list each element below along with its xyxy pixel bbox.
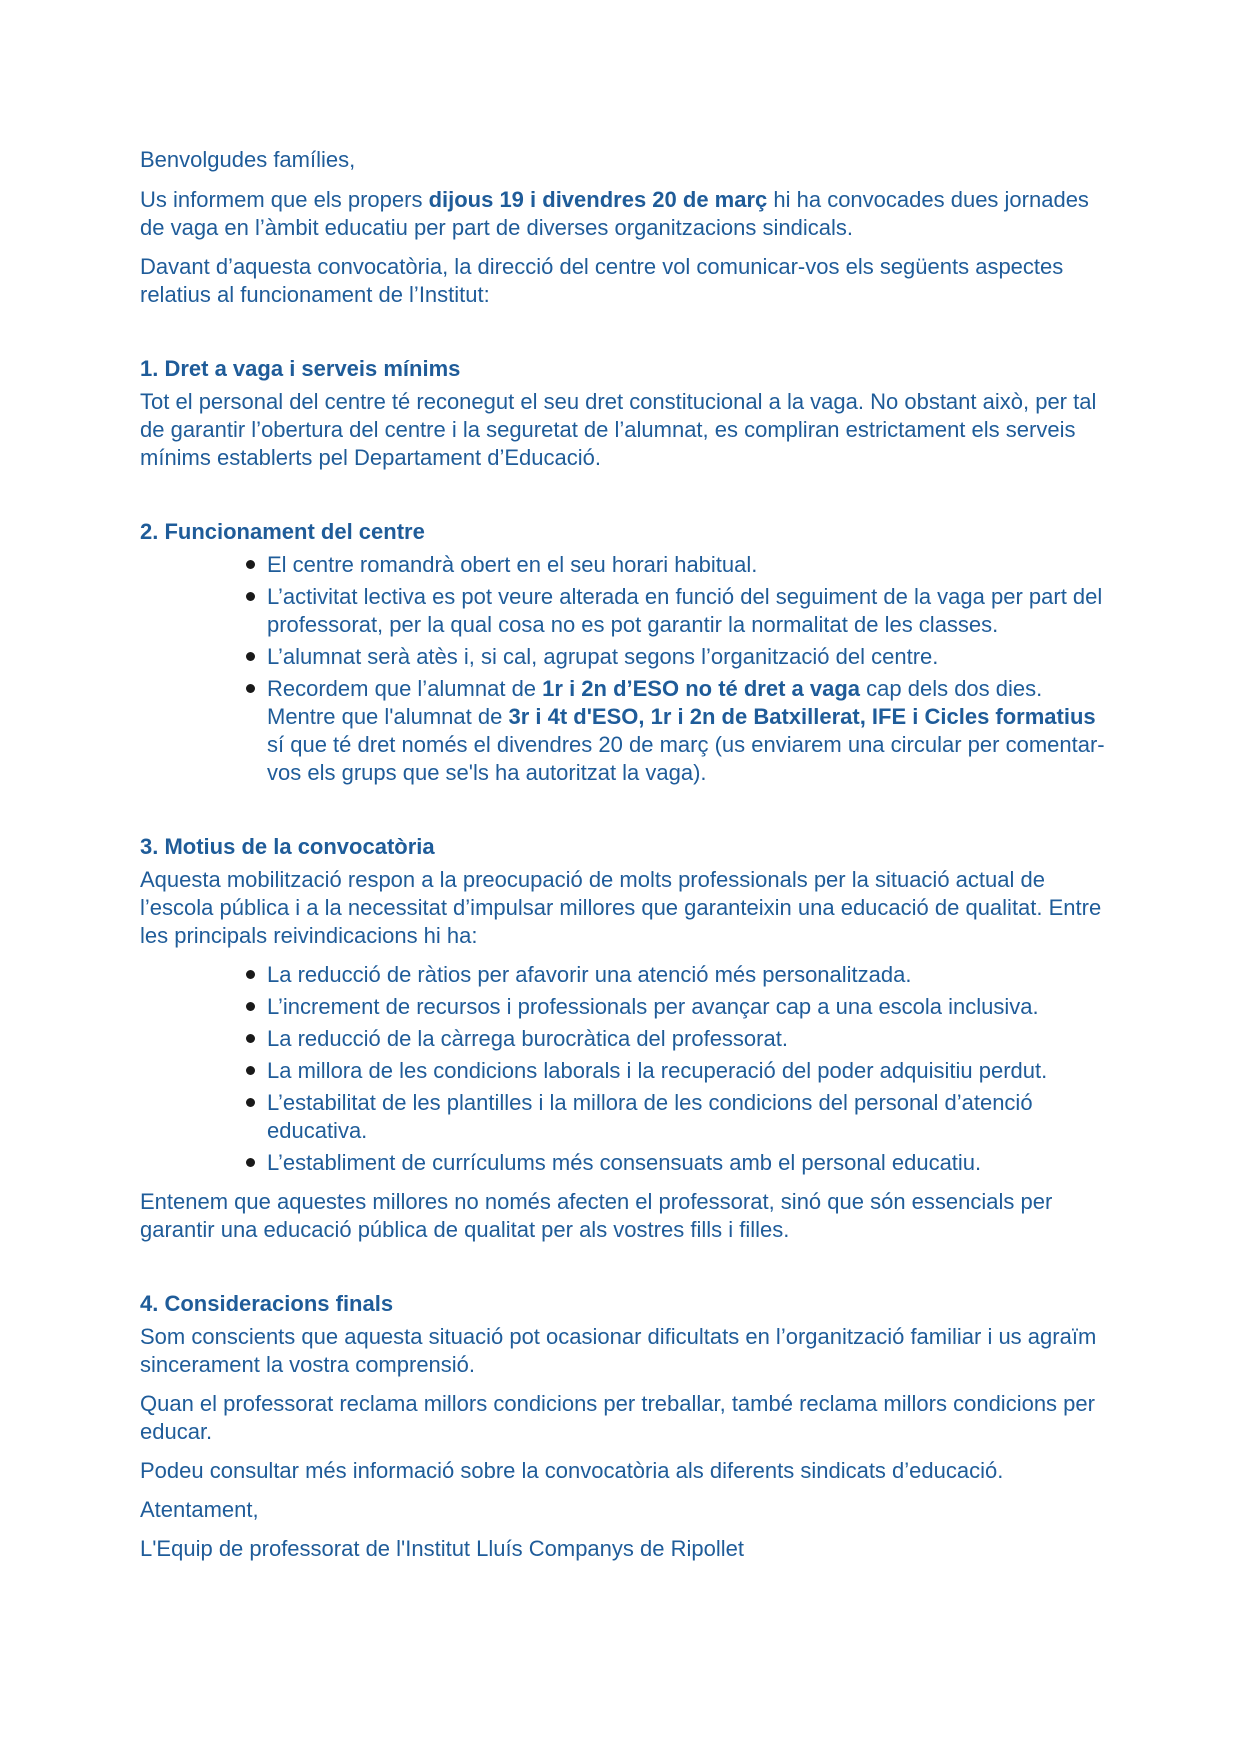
text-run: cap dels dos dies. Mentre que l'alumnat de [267,676,1043,729]
list-item [267,961,1106,989]
list-item [267,583,1106,639]
text-run: Quan el professorat reclama millors condicions per treballar, també reclama millors condicions per educar. [140,1391,1095,1444]
bold-text-run: 1r i 2n d’ESO no té dret a vaga [542,676,861,701]
list-item [267,993,1106,1021]
intro-paragraph-1 [140,186,1106,242]
text-run: Aquesta mobilització respon a la preocupació de molts professionals per la situació actual de l’escola pública i a la necessitat d’impulsar millores que garanteixin una educació de qualitat. Entre les principals reivindicacions hi ha: [140,867,1102,948]
section-3-closing-paragraph [140,1188,1106,1244]
text-run: L’estabilitat de les plantilles i la millora de les condicions del personal d’atenció educativa. [267,1090,1033,1143]
text-run: Entenem que aquestes millores no només afecten el professorat, sinó que són essencials per garantir una educació pública de qualitat per als vostres fills i filles. [140,1189,1053,1242]
text-run: La reducció de ràtios per afavorir una atenció més personalitzada. [267,962,912,987]
text-run: L’alumnat serà atès i, si cal, agrupat segons l’organització del centre. [267,644,939,669]
intro-paragraph-2 [140,253,1106,309]
section-3-title: 3. Motius de la convocatòria [140,834,435,859]
list-item [267,1025,1106,1053]
section-4-paragraph-2 [140,1390,1106,1446]
text-run: Tot el personal del centre té reconegut el seu dret constitucional a la vaga. No obstant això, per tal de garantir l’obertura del centre i la seguretat de l’alumnat, es compliran estrictament els serveis mínims establerts pel Departament d’Educació. [140,389,1097,470]
section-3-bullet-list [140,961,1106,1177]
text-run: Us informem que els propers [140,187,429,212]
text-run: L’activitat lectiva es pot veure alterada en funció del seguiment de la vaga per part del professorat, per la qual cosa no es pot garantir la normalitat de les classes. [267,584,1103,637]
text-run: La millora de les condicions laborals i la recuperació del poder adquisitiu perdut. [267,1058,1048,1083]
text-run: L’establiment de currículums més consensuats amb el personal educatiu. [267,1150,982,1175]
list-item [267,551,1106,579]
section-2-bullet-list [140,551,1106,787]
bold-text-run: dijous 19 i divendres 20 de març [428,187,768,212]
text-run: hi ha convocades dues jornades de vaga en l’àmbit educatiu per part de diverses organitzacions sindicals. [140,187,1089,240]
text-run: Som conscients que aquesta situació pot ocasionar dificultats en l’organització familiar i us agraïm sincerament la vostra comprensió. [140,1324,1097,1377]
list-item [267,643,1106,671]
section-3-paragraph [140,866,1106,950]
text-run: La reducció de la càrrega burocràtica del professorat. [267,1026,788,1051]
list-item [267,1057,1106,1085]
closing-salutation: Atentament, [140,1497,259,1522]
bold-text-run: 3r i 4t d'ESO, 1r i 2n de Batxillerat, IFE i Cicles formatius [508,704,1096,729]
greeting: Benvolgudes famílies, [140,147,356,172]
list-item [267,1089,1106,1145]
section-4-paragraph-3 [140,1457,1106,1485]
section-4-paragraph-1 [140,1323,1106,1379]
list-item [267,1149,1106,1177]
list-item [267,675,1106,787]
text-run: Podeu consultar més informació sobre la convocatòria als diferents sindicats d’educació. [140,1458,1004,1483]
section-2-title: 2. Funcionament del centre [140,519,425,544]
text-run: Recordem que l’alumnat de [267,676,543,701]
text-run: El centre romandrà obert en el seu horari habitual. [267,552,758,577]
text-run: sí que té dret només el divendres 20 de març (us enviarem una circular per comentar-vos els grups que se'ls ha autoritzat la vaga). [267,732,1105,785]
section-1-paragraph [140,388,1106,472]
text-run: Davant d’aquesta convocatòria, la direcció del centre vol comunicar-vos els següents aspectes relatius al funcionament de l’Institut: [140,254,1064,307]
signature: L'Equip de professorat de l'Institut Lluís Companys de Ripollet [140,1536,744,1561]
text-run: L’increment de recursos i professionals per avançar cap a una escola inclusiva. [267,994,1039,1019]
section-1-title: 1. Dret a vaga i serveis mínims [140,356,461,381]
section-4-title: 4. Consideracions finals [140,1291,394,1316]
